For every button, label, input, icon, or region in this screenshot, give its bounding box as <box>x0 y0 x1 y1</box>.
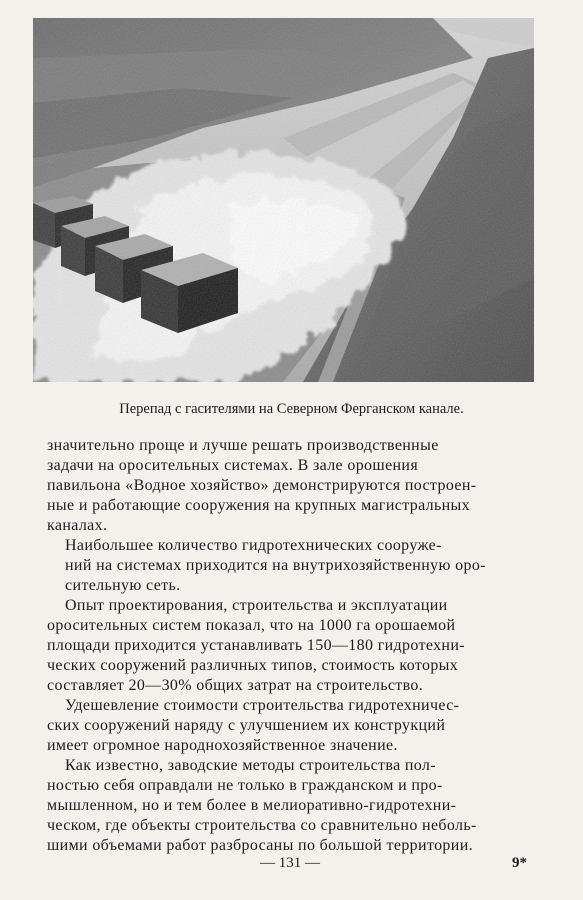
text-line: ний на системах приходится на внутрихозяйственную оро- <box>65 557 486 574</box>
page-number: — 131 — <box>260 855 320 871</box>
text-line: ностью себя оправдали не только в гражданском и про- <box>47 777 443 794</box>
text-line: имеет огромное народнохозяйственное значение. <box>47 737 398 754</box>
page-footer <box>0 855 583 877</box>
text-line: Как известно, заводские методы строительства пол- <box>65 757 436 774</box>
paragraph-3 <box>47 596 547 696</box>
text-line: сительную сеть. <box>65 577 181 594</box>
paragraph-1 <box>47 436 547 536</box>
paragraph-5 <box>47 756 547 856</box>
paragraph-2 <box>47 536 547 596</box>
text-line: задачи на оросительных системах. В зале орошения <box>47 457 419 474</box>
photo-caption: Перепад с гасителями на Северном Ферганском канале. <box>119 401 464 417</box>
text-line: Опыт проектирования, строительства и эксплуатации <box>65 597 448 614</box>
text-line: Удешевление стоимости строительства гидротехничес- <box>65 697 460 714</box>
text-line: ческих сооружений различных типов, стоимость которых <box>47 657 459 674</box>
text-line: Наибольшее количество гидротехнических сооруже- <box>65 537 442 554</box>
text-line: ные и работающие сооружения на крупных магистральных <box>47 497 471 514</box>
paragraph-4 <box>47 696 547 756</box>
text-line: мышленном, но и тем более в мелиоративно-гидротехни- <box>47 797 457 814</box>
text-line: составляет 20—30% общих затрат на строительство. <box>47 677 424 694</box>
text-line: ских сооружений наряду с улучшением их конструкций <box>47 717 446 734</box>
signature-mark: 9* <box>512 855 527 871</box>
canal-drop-photo-illustration <box>33 18 534 382</box>
text-line: оросительных систем показал, что на 1000 га орошаемой <box>47 617 456 634</box>
text-line: ческом, где объекты строительства со сравнительно неболь- <box>47 817 477 834</box>
text-line: шими объемами работ разбросаны по большой территории. <box>47 837 473 854</box>
body-text <box>47 436 547 856</box>
canal-drop-photo <box>33 18 534 382</box>
text-line: павильона «Водное хозяйство» демонстрируются построен- <box>47 477 477 494</box>
text-line: каналах. <box>47 517 108 534</box>
text-line: площади приходится устанавливать 150—180 гидротехни- <box>47 637 465 654</box>
text-line: значительно проще и лучше решать производственные <box>47 437 439 454</box>
